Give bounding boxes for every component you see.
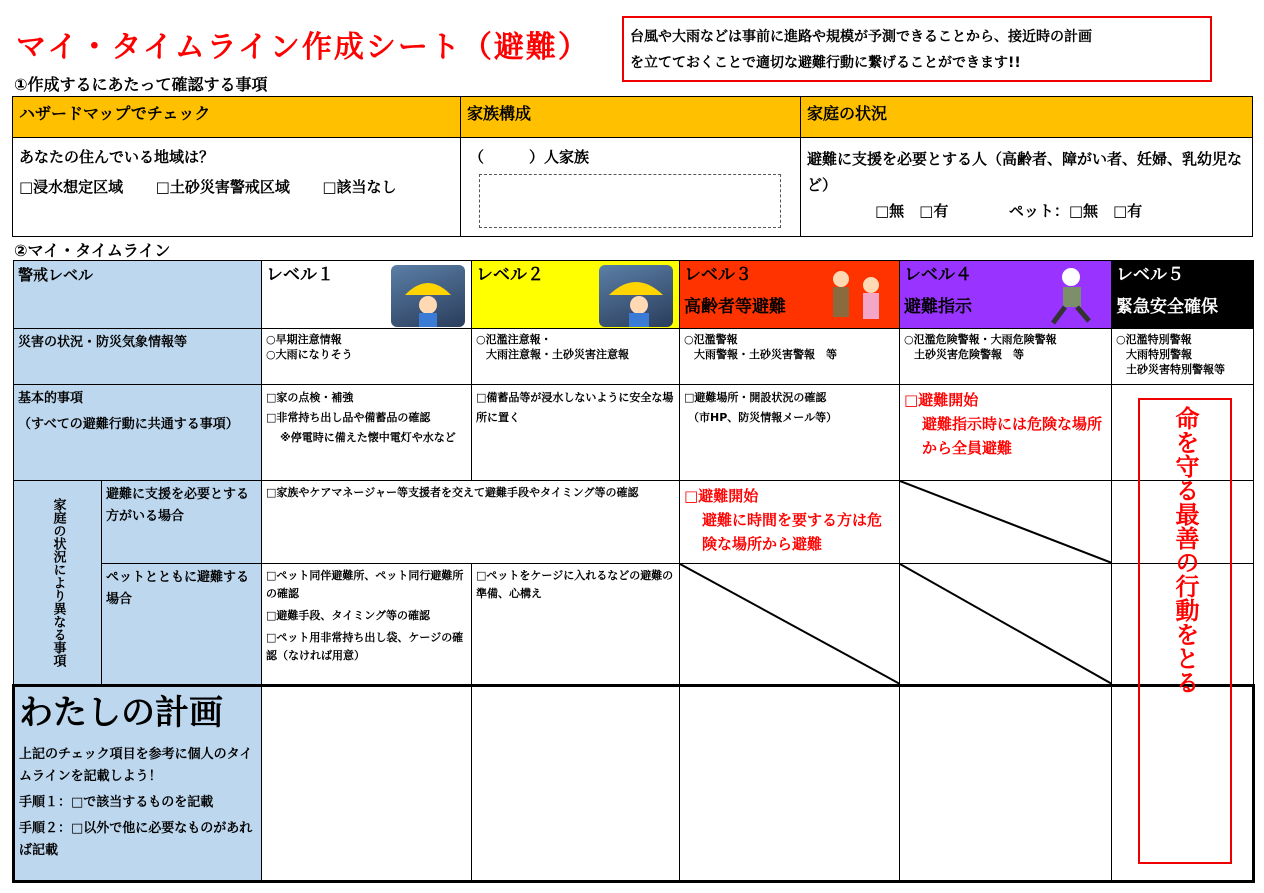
support-l3: 避難に時間を要する方は危険な場所から避難 (702, 511, 883, 553)
pet-l1: □ペット用非常持ち出し袋、ケージの確認（なければ用意） (266, 631, 464, 662)
pet-l2: □ペットをケージに入れるなどの避難の準備、心構え (472, 564, 680, 686)
basic-l3: □避難場所・開設状況の確認 (684, 391, 827, 404)
hazard-option-landslide[interactable]: □土砂災害警戒区域 (155, 178, 290, 196)
level5-callout (1138, 398, 1232, 864)
plan-title: わたしの計画 (19, 693, 223, 733)
basic-label-sub: （すべての避難行動に共通する事項） (18, 417, 239, 432)
basic-l1: ※停電時に備えた懐中電灯や水など (280, 431, 456, 444)
callout-text: 命を守る最善の行動をとる (1171, 406, 1199, 694)
info-l2: 大雨注意報・土砂災害注意報 (486, 348, 630, 361)
support-label: 避難に支援を必要とする方がいる場合 (102, 481, 262, 564)
family-count: （ ）人家族 (469, 148, 590, 166)
level-label: 警戒レベル (14, 261, 262, 329)
info-l5: 大雨特別警報 (1126, 348, 1193, 361)
level-1: レベル１ (266, 265, 335, 285)
level-4-sub: 避難指示 (904, 297, 973, 317)
family-header: 家族構成 (461, 97, 801, 138)
hazard-option-none[interactable]: □該当なし (322, 178, 397, 196)
level-5: レベル５ (1116, 265, 1185, 285)
level-3-sub: 高齢者等避難 (684, 297, 787, 317)
pet-label: ペットとともに避難する場合 (102, 564, 262, 686)
hazard-question: あなたの住んでいる地域は？ (19, 148, 215, 166)
elderly-image (819, 265, 893, 327)
section-2-heading: ②マイ・タイムライン (14, 241, 171, 260)
support-l12: □家族やケアマネージャー等支援者を交えて避難手段やタイミング等の確認 (262, 481, 680, 564)
diagonal-cell (900, 481, 1112, 564)
info-l1: ○早期注意情報 (266, 333, 342, 346)
note-line: 台風や大雨などは事前に進路や規模が予測できることから、接近時の計画 (630, 29, 1092, 45)
home-pet-options[interactable]: ペット：□無 □有 (1008, 202, 1143, 220)
level-2: レベル２ (476, 265, 545, 285)
hazard-header: ハザードマップでチェック (13, 97, 461, 138)
plan-cell-l2[interactable] (472, 686, 680, 882)
section-1-heading: ①作成するにあたって確認する事項 (14, 75, 268, 94)
basic-l4: 避難指示時には危険な場所から全員避難 (922, 415, 1103, 457)
check-table (12, 96, 1253, 237)
info-l4: ○氾濫危険警報・大雨危険警報 (904, 333, 1057, 346)
page-title: マイ・タイムライン作成シート（避難） (16, 30, 590, 65)
home-support-question: 避難に支援を必要とする人（高齢者、障がい者、妊婦、乳幼児など） (807, 150, 1243, 194)
basic-l1: □家の点検・補強 (266, 391, 354, 404)
varies-label: 家庭の状況により異なる事項 (50, 498, 66, 667)
plan-text: 手順１：□で該当するものを記載 (19, 795, 214, 810)
running-person-image (1031, 265, 1105, 327)
home-support-options[interactable]: □無 □有 (875, 202, 949, 220)
support-l3-start: □避難開始 (684, 487, 759, 505)
level-4: レベル４ (904, 265, 973, 285)
level-5-sub: 緊急安全確保 (1116, 297, 1219, 317)
plan-cell-l4[interactable] (900, 686, 1112, 882)
rain-child-image (391, 265, 465, 327)
info-label: 災害の状況・防災気象情報等 (14, 329, 262, 385)
note-line: を立てておくことで適切な避難行動に繋げることができます!! (630, 55, 1021, 71)
plan-cell-l3[interactable] (680, 686, 900, 882)
home-header: 家庭の状況 (801, 97, 1253, 138)
diagonal-cell (900, 564, 1112, 686)
info-l4: 土砂災害危険警報 等 (914, 348, 1025, 361)
info-l3: 大雨警報・土砂災害警報 等 (694, 348, 838, 361)
level-3: レベル３ (684, 265, 753, 285)
basic-l1: □非常持ち出し品や備蓄品の確認 (266, 411, 431, 424)
basic-l3: （市HP、防災情報メール等） (688, 411, 838, 424)
info-l1: ○大雨になりそう (266, 348, 353, 361)
basic-l2: □備蓄品等が浸水しないように安全な場所に置く (472, 385, 680, 481)
info-l5: 土砂災害特別警報等 (1126, 363, 1226, 376)
info-l2: ○氾濫注意報・ (476, 333, 552, 346)
diagonal-cell (680, 564, 900, 686)
plan-cell-l1[interactable] (262, 686, 472, 882)
hazard-option-flood[interactable]: □浸水想定区域 (19, 178, 124, 196)
family-input-box[interactable] (479, 174, 781, 228)
rain-child-image (599, 265, 673, 327)
timeline-table (12, 260, 1255, 883)
pet-l1: □避難手段、タイミング等の確認 (266, 609, 430, 622)
plan-text: 上記のチェック項目を参考に個人のタイムラインを記載しよう！ (19, 747, 253, 784)
plan-text: 手順２：□以外で他に必要なものがあれば記載 (19, 821, 253, 858)
info-l3: ○氾濫警報 (684, 333, 738, 346)
basic-l4-start: □避難開始 (904, 391, 979, 409)
info-l5: ○氾濫特別警報 (1116, 333, 1192, 346)
basic-label: 基本的事項 (18, 391, 84, 406)
pet-l1: □ペット同伴避難所、ペット同行避難所の確認 (266, 569, 464, 600)
info-note (622, 16, 1212, 82)
